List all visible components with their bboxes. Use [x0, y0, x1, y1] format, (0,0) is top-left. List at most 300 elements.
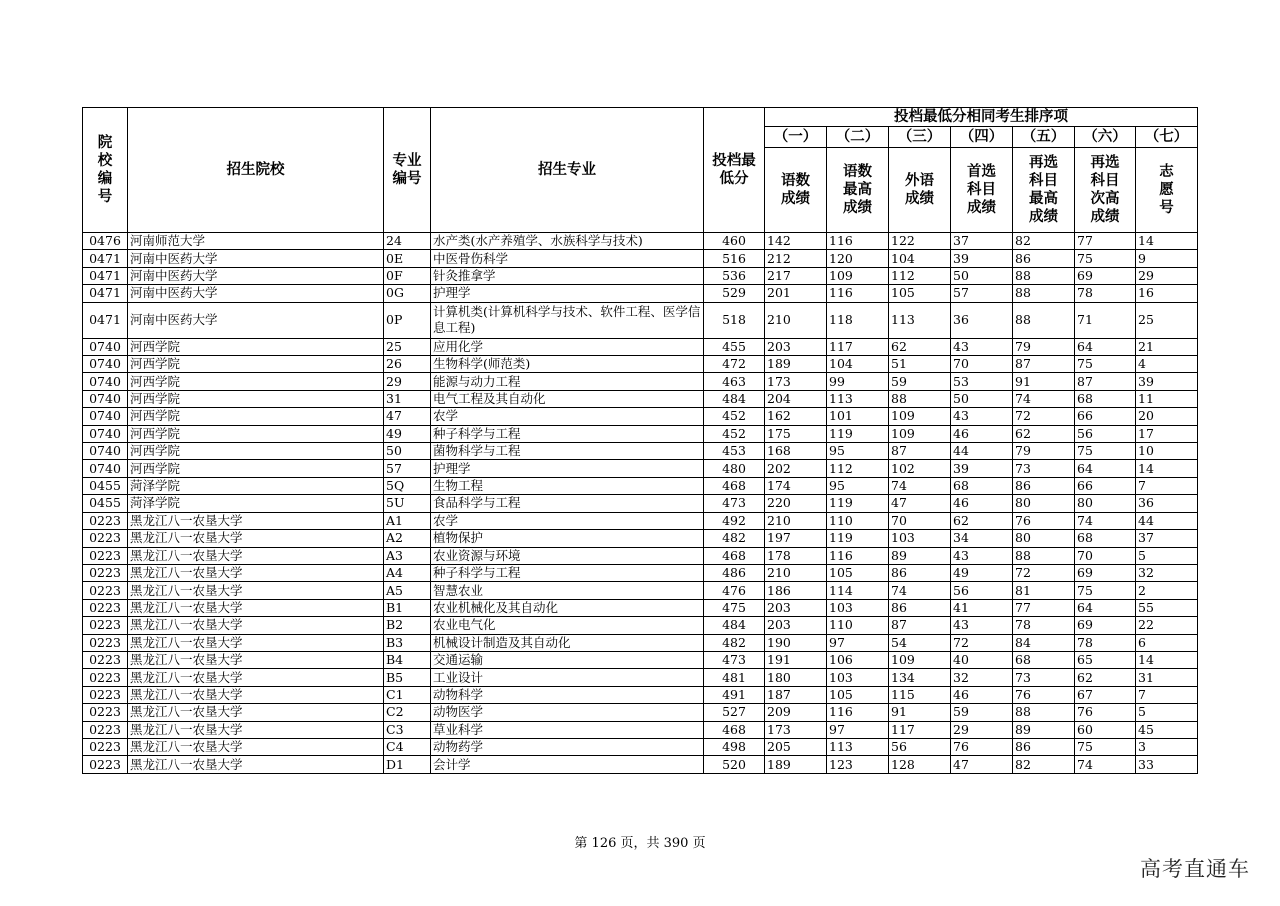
sort-5-cell: 80: [1013, 530, 1075, 547]
sort-7-cell: 14: [1136, 460, 1198, 477]
min-score-cell: 468: [704, 547, 765, 564]
table-row: [83, 443, 1198, 460]
sort-1-cell: 203: [765, 599, 827, 616]
sort-4-cell: 56: [951, 582, 1013, 599]
school-name-cell: 河西学院: [128, 460, 384, 477]
major-code-cell: 31: [384, 390, 431, 407]
table-row: [83, 721, 1198, 738]
school-code-cell: 0740: [83, 338, 128, 355]
table-row: [83, 285, 1198, 302]
sort-1-cell: 175: [765, 425, 827, 442]
major-code-cell: 24: [384, 233, 431, 250]
sort-1-cell: 180: [765, 669, 827, 686]
min-score-cell: 529: [704, 285, 765, 302]
table-row: [83, 599, 1198, 616]
major-code-cell: 57: [384, 460, 431, 477]
major-code-cell: B5: [384, 669, 431, 686]
sort-5-cell: 89: [1013, 721, 1075, 738]
sort-2-cell: 101: [827, 408, 889, 425]
school-code-cell: 0471: [83, 302, 128, 338]
sort-5-cell: 68: [1013, 651, 1075, 668]
sort-4-cell: 50: [951, 267, 1013, 284]
school-name-cell: 黑龙江八一农垦大学: [128, 512, 384, 529]
school-name-cell: 黑龙江八一农垦大学: [128, 547, 384, 564]
table-row: [83, 373, 1198, 390]
school-code-cell: 0223: [83, 617, 128, 634]
sort-1-cell: 191: [765, 651, 827, 668]
sort-4-cell: 68: [951, 477, 1013, 494]
sort-6-cell: 60: [1075, 721, 1136, 738]
sort-3-cell: 70: [889, 512, 951, 529]
sort-1-cell: 189: [765, 756, 827, 773]
sort-4-cell: 70: [951, 356, 1013, 373]
sort-1-cell: 204: [765, 390, 827, 407]
sort-4-cell: 59: [951, 704, 1013, 721]
table-row: [83, 617, 1198, 634]
sort-3-cell: 74: [889, 582, 951, 599]
major-name-cell: 菌物科学与工程: [431, 443, 704, 460]
major-name-cell: 动物医学: [431, 704, 704, 721]
major-code-cell: A4: [384, 564, 431, 581]
sort-3-cell: 86: [889, 564, 951, 581]
sort-3-cell: 103: [889, 530, 951, 547]
major-code-cell: B2: [384, 617, 431, 634]
sort-3-cell: 104: [889, 250, 951, 267]
sort-6-cell: 62: [1075, 669, 1136, 686]
school-name-cell: 黑龙江八一农垦大学: [128, 617, 384, 634]
sort-3-cell: 88: [889, 390, 951, 407]
school-code-cell: 0223: [83, 564, 128, 581]
sort-3-cell: 51: [889, 356, 951, 373]
major-name-cell: 能源与动力工程: [431, 373, 704, 390]
sort-4-cell: 36: [951, 302, 1013, 338]
sort-1-cell: 174: [765, 477, 827, 494]
school-code-cell: 0740: [83, 425, 128, 442]
sort-item-4-label: 首选科目成绩: [951, 148, 1013, 233]
sort-2-cell: 118: [827, 302, 889, 338]
school-name-cell: 河西学院: [128, 408, 384, 425]
sort-item-3-label: 外语成绩: [889, 148, 951, 233]
school-name-cell: 黑龙江八一农垦大学: [128, 582, 384, 599]
sort-4-cell: 34: [951, 530, 1013, 547]
sort-7-cell: 4: [1136, 356, 1198, 373]
sort-6-cell: 87: [1075, 373, 1136, 390]
sort-2-cell: 113: [827, 738, 889, 755]
sort-7-cell: 14: [1136, 233, 1198, 250]
sort-7-cell: 11: [1136, 390, 1198, 407]
school-name-cell: 黑龙江八一农垦大学: [128, 634, 384, 651]
sort-7-cell: 36: [1136, 495, 1198, 512]
sort-2-cell: 97: [827, 721, 889, 738]
sort-5-cell: 79: [1013, 443, 1075, 460]
major-code-cell: 29: [384, 373, 431, 390]
sort-6-cell: 78: [1075, 634, 1136, 651]
sort-1-cell: 210: [765, 564, 827, 581]
sort-2-cell: 119: [827, 425, 889, 442]
school-code-cell: 0223: [83, 599, 128, 616]
sort-2-cell: 104: [827, 356, 889, 373]
min-score-cell: 468: [704, 721, 765, 738]
school-name-cell: 黑龙江八一农垦大学: [128, 564, 384, 581]
sort-2-cell: 106: [827, 651, 889, 668]
sort-3-cell: 109: [889, 425, 951, 442]
sort-6-cell: 66: [1075, 408, 1136, 425]
major-code-cell: 5U: [384, 495, 431, 512]
major-code-cell: 50: [384, 443, 431, 460]
min-score-cell: 486: [704, 564, 765, 581]
school-code-cell: 0471: [83, 250, 128, 267]
sort-6-cell: 64: [1075, 338, 1136, 355]
sort-3-cell: 109: [889, 651, 951, 668]
sort-2-cell: 116: [827, 547, 889, 564]
sort-5-cell: 82: [1013, 233, 1075, 250]
sort-6-cell: 75: [1075, 356, 1136, 373]
admission-score-table: [82, 107, 1198, 774]
table-row: [83, 564, 1198, 581]
school-code-cell: 0223: [83, 686, 128, 703]
major-code-cell: 5Q: [384, 477, 431, 494]
major-code-cell: 47: [384, 408, 431, 425]
sort-5-cell: 88: [1013, 547, 1075, 564]
sort-2-cell: 112: [827, 460, 889, 477]
sort-3-cell: 117: [889, 721, 951, 738]
sort-1-cell: 203: [765, 617, 827, 634]
major-name-cell: 护理学: [431, 285, 704, 302]
sort-item-2-label: 语数最高成绩: [827, 148, 889, 233]
table-row: [83, 302, 1198, 338]
sort-6-cell: 75: [1075, 738, 1136, 755]
sort-6-cell: 76: [1075, 704, 1136, 721]
major-name-cell: 草业科学: [431, 721, 704, 738]
sort-7-cell: 9: [1136, 250, 1198, 267]
sort-2-cell: 119: [827, 530, 889, 547]
sort-7-cell: 25: [1136, 302, 1198, 338]
major-name-cell: 种子科学与工程: [431, 564, 704, 581]
sort-5-cell: 80: [1013, 495, 1075, 512]
sort-4-cell: 46: [951, 425, 1013, 442]
sort-4-cell: 46: [951, 686, 1013, 703]
major-name-cell: 生物科学(师范类): [431, 356, 704, 373]
sort-7-cell: 44: [1136, 512, 1198, 529]
sort-1-cell: 178: [765, 547, 827, 564]
major-code-cell: C3: [384, 721, 431, 738]
sort-1-cell: 217: [765, 267, 827, 284]
min-score-cell: 452: [704, 408, 765, 425]
table-row: [83, 495, 1198, 512]
major-name-cell: 交通运输: [431, 651, 704, 668]
school-name-cell: 菏泽学院: [128, 495, 384, 512]
sort-5-cell: 86: [1013, 477, 1075, 494]
sort-2-cell: 103: [827, 669, 889, 686]
sort-6-cell: 71: [1075, 302, 1136, 338]
sort-4-cell: 41: [951, 599, 1013, 616]
sort-item-2-number: （二）: [827, 127, 889, 148]
sort-3-cell: 122: [889, 233, 951, 250]
sort-7-cell: 37: [1136, 530, 1198, 547]
sort-6-cell: 78: [1075, 285, 1136, 302]
sort-5-cell: 73: [1013, 460, 1075, 477]
school-code-cell: 0223: [83, 704, 128, 721]
header-sort-banner: 投档最低分相同考生排序项: [765, 108, 1198, 127]
sort-2-cell: 120: [827, 250, 889, 267]
sort-1-cell: 190: [765, 634, 827, 651]
major-code-cell: B4: [384, 651, 431, 668]
sort-7-cell: 29: [1136, 267, 1198, 284]
sort-2-cell: 105: [827, 564, 889, 581]
sort-3-cell: 102: [889, 460, 951, 477]
sort-3-cell: 86: [889, 599, 951, 616]
sort-1-cell: 189: [765, 356, 827, 373]
sort-6-cell: 56: [1075, 425, 1136, 442]
sort-3-cell: 59: [889, 373, 951, 390]
school-name-cell: 河西学院: [128, 425, 384, 442]
sort-5-cell: 74: [1013, 390, 1075, 407]
sort-2-cell: 117: [827, 338, 889, 355]
table-row: [83, 356, 1198, 373]
sort-5-cell: 91: [1013, 373, 1075, 390]
table-row: [83, 582, 1198, 599]
sort-7-cell: 14: [1136, 651, 1198, 668]
sort-1-cell: 210: [765, 512, 827, 529]
sort-1-cell: 202: [765, 460, 827, 477]
sort-5-cell: 87: [1013, 356, 1075, 373]
sort-3-cell: 87: [889, 443, 951, 460]
sort-6-cell: 67: [1075, 686, 1136, 703]
sort-6-cell: 64: [1075, 599, 1136, 616]
sort-4-cell: 37: [951, 233, 1013, 250]
table-row: [83, 634, 1198, 651]
sort-item-6-label: 再选科目次高成绩: [1075, 148, 1136, 233]
school-name-cell: 黑龙江八一农垦大学: [128, 599, 384, 616]
major-name-cell: 针灸推拿学: [431, 267, 704, 284]
major-name-cell: 护理学: [431, 460, 704, 477]
major-name-cell: 电气工程及其自动化: [431, 390, 704, 407]
min-score-cell: 484: [704, 617, 765, 634]
min-score-cell: 520: [704, 756, 765, 773]
sort-4-cell: 72: [951, 634, 1013, 651]
sort-5-cell: 86: [1013, 250, 1075, 267]
sort-7-cell: 45: [1136, 721, 1198, 738]
school-code-cell: 0740: [83, 356, 128, 373]
sort-4-cell: 43: [951, 338, 1013, 355]
sort-3-cell: 105: [889, 285, 951, 302]
sort-5-cell: 62: [1013, 425, 1075, 442]
sort-1-cell: 187: [765, 686, 827, 703]
sort-6-cell: 75: [1075, 250, 1136, 267]
major-code-cell: A1: [384, 512, 431, 529]
sort-4-cell: 29: [951, 721, 1013, 738]
sort-1-cell: 162: [765, 408, 827, 425]
sort-7-cell: 16: [1136, 285, 1198, 302]
sort-6-cell: 64: [1075, 460, 1136, 477]
sort-2-cell: 110: [827, 617, 889, 634]
sort-6-cell: 68: [1075, 530, 1136, 547]
school-code-cell: 0455: [83, 495, 128, 512]
sort-2-cell: 113: [827, 390, 889, 407]
sort-5-cell: 88: [1013, 704, 1075, 721]
major-name-cell: 机械设计制造及其自动化: [431, 634, 704, 651]
major-name-cell: 智慧农业: [431, 582, 704, 599]
table-row: [83, 530, 1198, 547]
school-code-cell: 0740: [83, 408, 128, 425]
major-name-cell: 工业设计: [431, 669, 704, 686]
sort-item-3-number: （三）: [889, 127, 951, 148]
major-name-cell: 动物科学: [431, 686, 704, 703]
min-score-cell: 473: [704, 495, 765, 512]
sort-2-cell: 97: [827, 634, 889, 651]
sort-5-cell: 88: [1013, 302, 1075, 338]
sort-1-cell: 203: [765, 338, 827, 355]
sort-2-cell: 116: [827, 285, 889, 302]
sort-7-cell: 7: [1136, 686, 1198, 703]
min-score-cell: 473: [704, 651, 765, 668]
major-name-cell: 农学: [431, 408, 704, 425]
sort-7-cell: 10: [1136, 443, 1198, 460]
school-code-cell: 0223: [83, 547, 128, 564]
major-name-cell: 食品科学与工程: [431, 495, 704, 512]
sort-6-cell: 66: [1075, 477, 1136, 494]
school-code-cell: 0471: [83, 267, 128, 284]
school-code-cell: 0476: [83, 233, 128, 250]
min-score-cell: 475: [704, 599, 765, 616]
school-name-cell: 河南中医药大学: [128, 285, 384, 302]
sort-2-cell: 116: [827, 704, 889, 721]
sort-7-cell: 7: [1136, 477, 1198, 494]
sort-6-cell: 74: [1075, 756, 1136, 773]
header-major-code: 专业编号: [384, 108, 431, 233]
sort-4-cell: 76: [951, 738, 1013, 755]
min-score-cell: 516: [704, 250, 765, 267]
table-row: [83, 704, 1198, 721]
sort-4-cell: 43: [951, 617, 1013, 634]
sort-7-cell: 31: [1136, 669, 1198, 686]
school-code-cell: 0223: [83, 756, 128, 773]
sort-5-cell: 72: [1013, 408, 1075, 425]
major-name-cell: 动物药学: [431, 738, 704, 755]
major-name-cell: 应用化学: [431, 338, 704, 355]
major-code-cell: B3: [384, 634, 431, 651]
sort-3-cell: 47: [889, 495, 951, 512]
min-score-cell: 482: [704, 634, 765, 651]
sort-4-cell: 40: [951, 651, 1013, 668]
sort-item-6-number: （六）: [1075, 127, 1136, 148]
sort-3-cell: 87: [889, 617, 951, 634]
major-code-cell: C4: [384, 738, 431, 755]
sort-item-7-label: 志愿号: [1136, 148, 1198, 233]
sort-5-cell: 86: [1013, 738, 1075, 755]
sort-2-cell: 95: [827, 477, 889, 494]
sort-3-cell: 113: [889, 302, 951, 338]
sort-5-cell: 79: [1013, 338, 1075, 355]
sort-item-1-number: （一）: [765, 127, 827, 148]
major-name-cell: 水产类(水产养殖学、水族科学与技术): [431, 233, 704, 250]
sort-1-cell: 210: [765, 302, 827, 338]
major-code-cell: 0G: [384, 285, 431, 302]
major-name-cell: 农业资源与环境: [431, 547, 704, 564]
sort-5-cell: 72: [1013, 564, 1075, 581]
sort-3-cell: 109: [889, 408, 951, 425]
school-code-cell: 0223: [83, 669, 128, 686]
major-name-cell: 计算机类(计算机科学与技术、软件工程、医学信息工程): [431, 302, 704, 338]
header-min-score: 投档最低分: [704, 108, 765, 233]
sort-5-cell: 76: [1013, 512, 1075, 529]
sort-5-cell: 73: [1013, 669, 1075, 686]
major-code-cell: 26: [384, 356, 431, 373]
sort-3-cell: 74: [889, 477, 951, 494]
sort-6-cell: 69: [1075, 617, 1136, 634]
sort-4-cell: 49: [951, 564, 1013, 581]
school-code-cell: 0471: [83, 285, 128, 302]
table-row: [83, 512, 1198, 529]
sort-1-cell: 209: [765, 704, 827, 721]
table-row: [83, 250, 1198, 267]
table-row: [83, 651, 1198, 668]
major-name-cell: 农业机械化及其自动化: [431, 599, 704, 616]
major-code-cell: A2: [384, 530, 431, 547]
school-name-cell: 河西学院: [128, 356, 384, 373]
sort-3-cell: 112: [889, 267, 951, 284]
major-code-cell: 0P: [384, 302, 431, 338]
school-code-cell: 0223: [83, 738, 128, 755]
major-name-cell: 植物保护: [431, 530, 704, 547]
sort-2-cell: 123: [827, 756, 889, 773]
sort-7-cell: 2: [1136, 582, 1198, 599]
sort-3-cell: 62: [889, 338, 951, 355]
min-score-cell: 498: [704, 738, 765, 755]
sort-5-cell: 88: [1013, 267, 1075, 284]
major-code-cell: 0F: [384, 267, 431, 284]
sort-7-cell: 5: [1136, 547, 1198, 564]
major-code-cell: 0E: [384, 250, 431, 267]
sort-4-cell: 43: [951, 408, 1013, 425]
major-code-cell: 25: [384, 338, 431, 355]
min-score-cell: 455: [704, 338, 765, 355]
sort-7-cell: 17: [1136, 425, 1198, 442]
school-name-cell: 河南中医药大学: [128, 302, 384, 338]
sort-item-1-label: 语数成绩: [765, 148, 827, 233]
sort-item-4-number: （四）: [951, 127, 1013, 148]
sort-6-cell: 77: [1075, 233, 1136, 250]
sort-2-cell: 105: [827, 686, 889, 703]
table-row: [83, 547, 1198, 564]
major-name-cell: 会计学: [431, 756, 704, 773]
sort-2-cell: 119: [827, 495, 889, 512]
sort-1-cell: 205: [765, 738, 827, 755]
sort-6-cell: 69: [1075, 267, 1136, 284]
school-code-cell: 0740: [83, 390, 128, 407]
min-score-cell: 452: [704, 425, 765, 442]
sort-4-cell: 50: [951, 390, 1013, 407]
sort-6-cell: 70: [1075, 547, 1136, 564]
major-name-cell: 中医骨伤科学: [431, 250, 704, 267]
min-score-cell: 527: [704, 704, 765, 721]
sort-1-cell: 173: [765, 721, 827, 738]
min-score-cell: 491: [704, 686, 765, 703]
school-name-cell: 黑龙江八一农垦大学: [128, 756, 384, 773]
school-name-cell: 黑龙江八一农垦大学: [128, 686, 384, 703]
sort-6-cell: 80: [1075, 495, 1136, 512]
major-code-cell: C2: [384, 704, 431, 721]
sort-4-cell: 62: [951, 512, 1013, 529]
school-name-cell: 河南中医药大学: [128, 267, 384, 284]
table-row: [83, 738, 1198, 755]
min-score-cell: 460: [704, 233, 765, 250]
sort-2-cell: 109: [827, 267, 889, 284]
table-row: [83, 408, 1198, 425]
sort-1-cell: 173: [765, 373, 827, 390]
table-body: [83, 233, 1198, 774]
school-name-cell: 菏泽学院: [128, 477, 384, 494]
